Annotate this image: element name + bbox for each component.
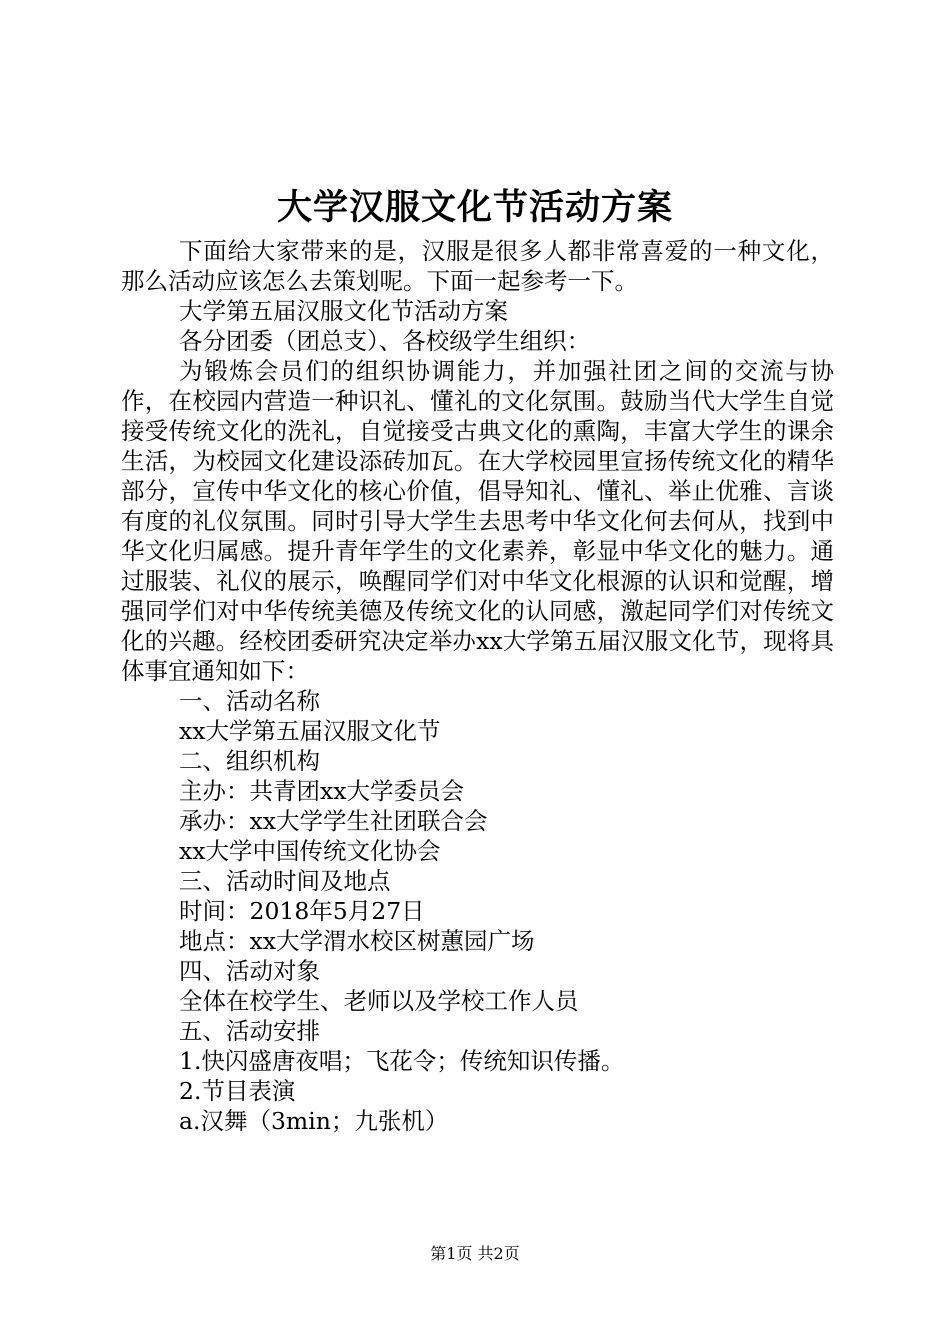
body-paragraph: 为锻炼会员们的组织协调能力，并加强社团之间的交流与协作，在校园内营造一种识礼、懂礼的文化氛围。鼓励当代大学生自觉接受传统文化的洗礼，自觉接受古典文化的熏陶，丰富大学生的课余生活，为校园文化建设添砖加瓦。在大学校园里宣扬传统文化的精华部分，宣传中华文化的核心价值，倡导知礼、懂礼、举止优雅、言谈有度的礼仪氛围。同时引导大学生去思考中华文化何去何从，找到中华文化归属感。提升青年学生的文化素养，彰显中华文化的魅力。通过服装、礼仪的展示，唤醒同学们对中华文化根源的认识和觉醒，增强同学们对中华传统美德及传统文化的认同感，激起同学们对传统文化的兴趣。经校团委研究决定举办xx大学第五届汉服文化节，现将具体事宜通知如下： <box>121 357 834 685</box>
section-heading-audience: 四、活动对象 <box>179 957 320 985</box>
list-item: xx大学中国传统文化协会 <box>179 837 441 865</box>
document-title: 大学汉服文化节活动方案 <box>276 187 673 228</box>
section-heading-schedule: 五、活动安排 <box>179 1017 320 1045</box>
list-item: 时间：2018年5月27日 <box>179 897 425 925</box>
section-heading-organization: 二、组织机构 <box>179 747 320 775</box>
intro-paragraph: 下面给大家带来的是，汉服是很多人都非常喜爱的一种文化，那么活动应该怎么去策划呢。下面一起参考一下。 <box>121 237 834 295</box>
document-body <box>121 236 834 1136</box>
list-item: 1.快闪盛唐夜唱；飞花令；传统知识传播。 <box>179 1047 625 1075</box>
section-heading-time-place: 三、活动时间及地点 <box>179 867 391 895</box>
list-item: 全体在校学生、老师以及学校工作人员 <box>179 987 579 1015</box>
list-item: 地点：xx大学渭水校区树蕙园广场 <box>179 927 535 955</box>
list-item: 主办：共青团xx大学委员会 <box>179 777 465 805</box>
section-heading-activity-name: 一、活动名称 <box>179 687 320 715</box>
list-item: 承办：xx大学学生社团联合会 <box>179 807 488 835</box>
subtitle-line: 大学第五届汉服文化节活动方案 <box>179 297 508 325</box>
list-item: xx大学第五届汉服文化节 <box>179 717 441 745</box>
list-item: 2.节目表演 <box>179 1077 296 1105</box>
list-item: a.汉舞（3min；九张机） <box>179 1107 449 1135</box>
page-footer: 第1页 共2页 <box>430 1244 520 1263</box>
salutation-line: 各分团委（团总支）、各校级学生组织： <box>179 327 591 355</box>
